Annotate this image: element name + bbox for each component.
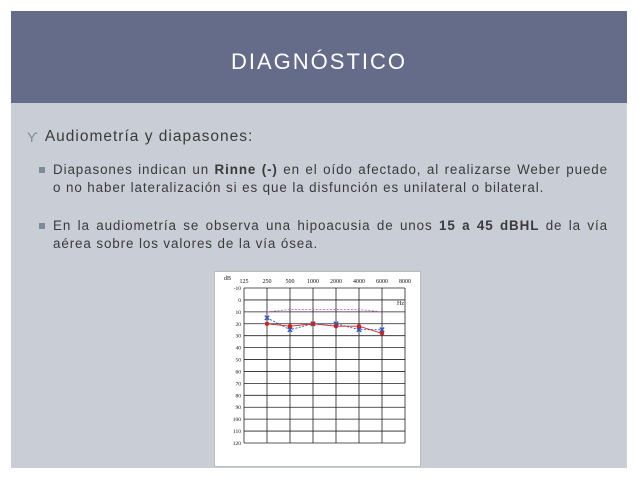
title-bar <box>11 11 627 103</box>
freq-tick-label: 8000 <box>399 279 411 285</box>
audiogram-image <box>214 271 421 467</box>
db-tick-label: 100 <box>232 417 241 424</box>
red-series-line <box>267 324 382 334</box>
square-bullet-icon <box>39 167 45 173</box>
db-tick-label: 30 <box>235 333 241 340</box>
db-tick-label: 60 <box>235 369 241 376</box>
bullet-audiometria <box>53 217 608 253</box>
magenta-series-point: × <box>265 309 269 316</box>
magenta-series-point: × <box>357 307 361 314</box>
db-tick-label: 110 <box>232 429 241 436</box>
freq-tick-label: 500 <box>285 279 295 285</box>
red-series-point <box>380 331 384 335</box>
db-tick-label: 40 <box>235 345 241 352</box>
db-tick-label: -10 <box>233 286 241 292</box>
freq-tick-label: 6000 <box>376 279 388 285</box>
db-tick-label: 10 <box>235 309 241 316</box>
freq-tick-label: 2000 <box>330 279 342 285</box>
db-axis-label: dB <box>224 276 232 282</box>
magenta-series-point: × <box>334 307 338 314</box>
db-tick-label: 0 <box>238 297 241 304</box>
bullet-diapasones <box>53 161 608 197</box>
red-series-point <box>357 324 361 328</box>
audiogram-svg <box>215 272 420 466</box>
db-tick-label: 80 <box>235 393 241 400</box>
bullet-2-pre: En la audiometría se observa una hipoacusia de unos <box>53 218 439 233</box>
red-series-point <box>265 322 269 326</box>
bullet-2-post: de la vía aérea sobre los valores de la vía ósea. <box>53 218 608 251</box>
db-tick-label: 20 <box>235 321 241 328</box>
square-bullet-icon <box>39 223 45 229</box>
magenta-series-point: × <box>311 307 315 314</box>
db-tick-label: 50 <box>235 357 241 364</box>
db-tick-label: 90 <box>235 405 241 412</box>
bullet-1-pre: Diapasones indican un <box>53 162 215 177</box>
level1-text: Audiometría y diapasones: <box>44 128 254 145</box>
red-series-point <box>311 322 315 326</box>
freq-tick-label: 125 <box>239 279 249 285</box>
upsilon-bullet-icon: ϒ <box>27 129 39 145</box>
bullet-1-post: en el oído afectado, al realizarse Weber puede o no haber lateralización si es que la disfunción es unilateral o bilateral. <box>53 162 608 195</box>
db-tick-label: 120 <box>232 441 241 447</box>
magenta-series-point: × <box>288 307 292 314</box>
level1-bullet-line <box>27 128 253 146</box>
bullet-2-bold: 15 a 45 dBHL <box>439 218 540 233</box>
freq-tick-label: 4000 <box>353 279 365 285</box>
hz-axis-label: Hz <box>397 300 404 307</box>
magenta-series-point: × <box>380 309 384 316</box>
slide-content <box>11 103 627 468</box>
red-series-point <box>334 324 338 328</box>
slide-title: DIAGNÓSTICO <box>230 49 407 74</box>
freq-tick-label: 1000 <box>307 279 319 285</box>
slide <box>11 11 627 468</box>
bullet-1-bold: Rinne (-) <box>214 162 278 177</box>
red-series-point <box>288 324 292 328</box>
freq-tick-label: 250 <box>262 279 272 285</box>
db-tick-label: 70 <box>235 381 241 388</box>
